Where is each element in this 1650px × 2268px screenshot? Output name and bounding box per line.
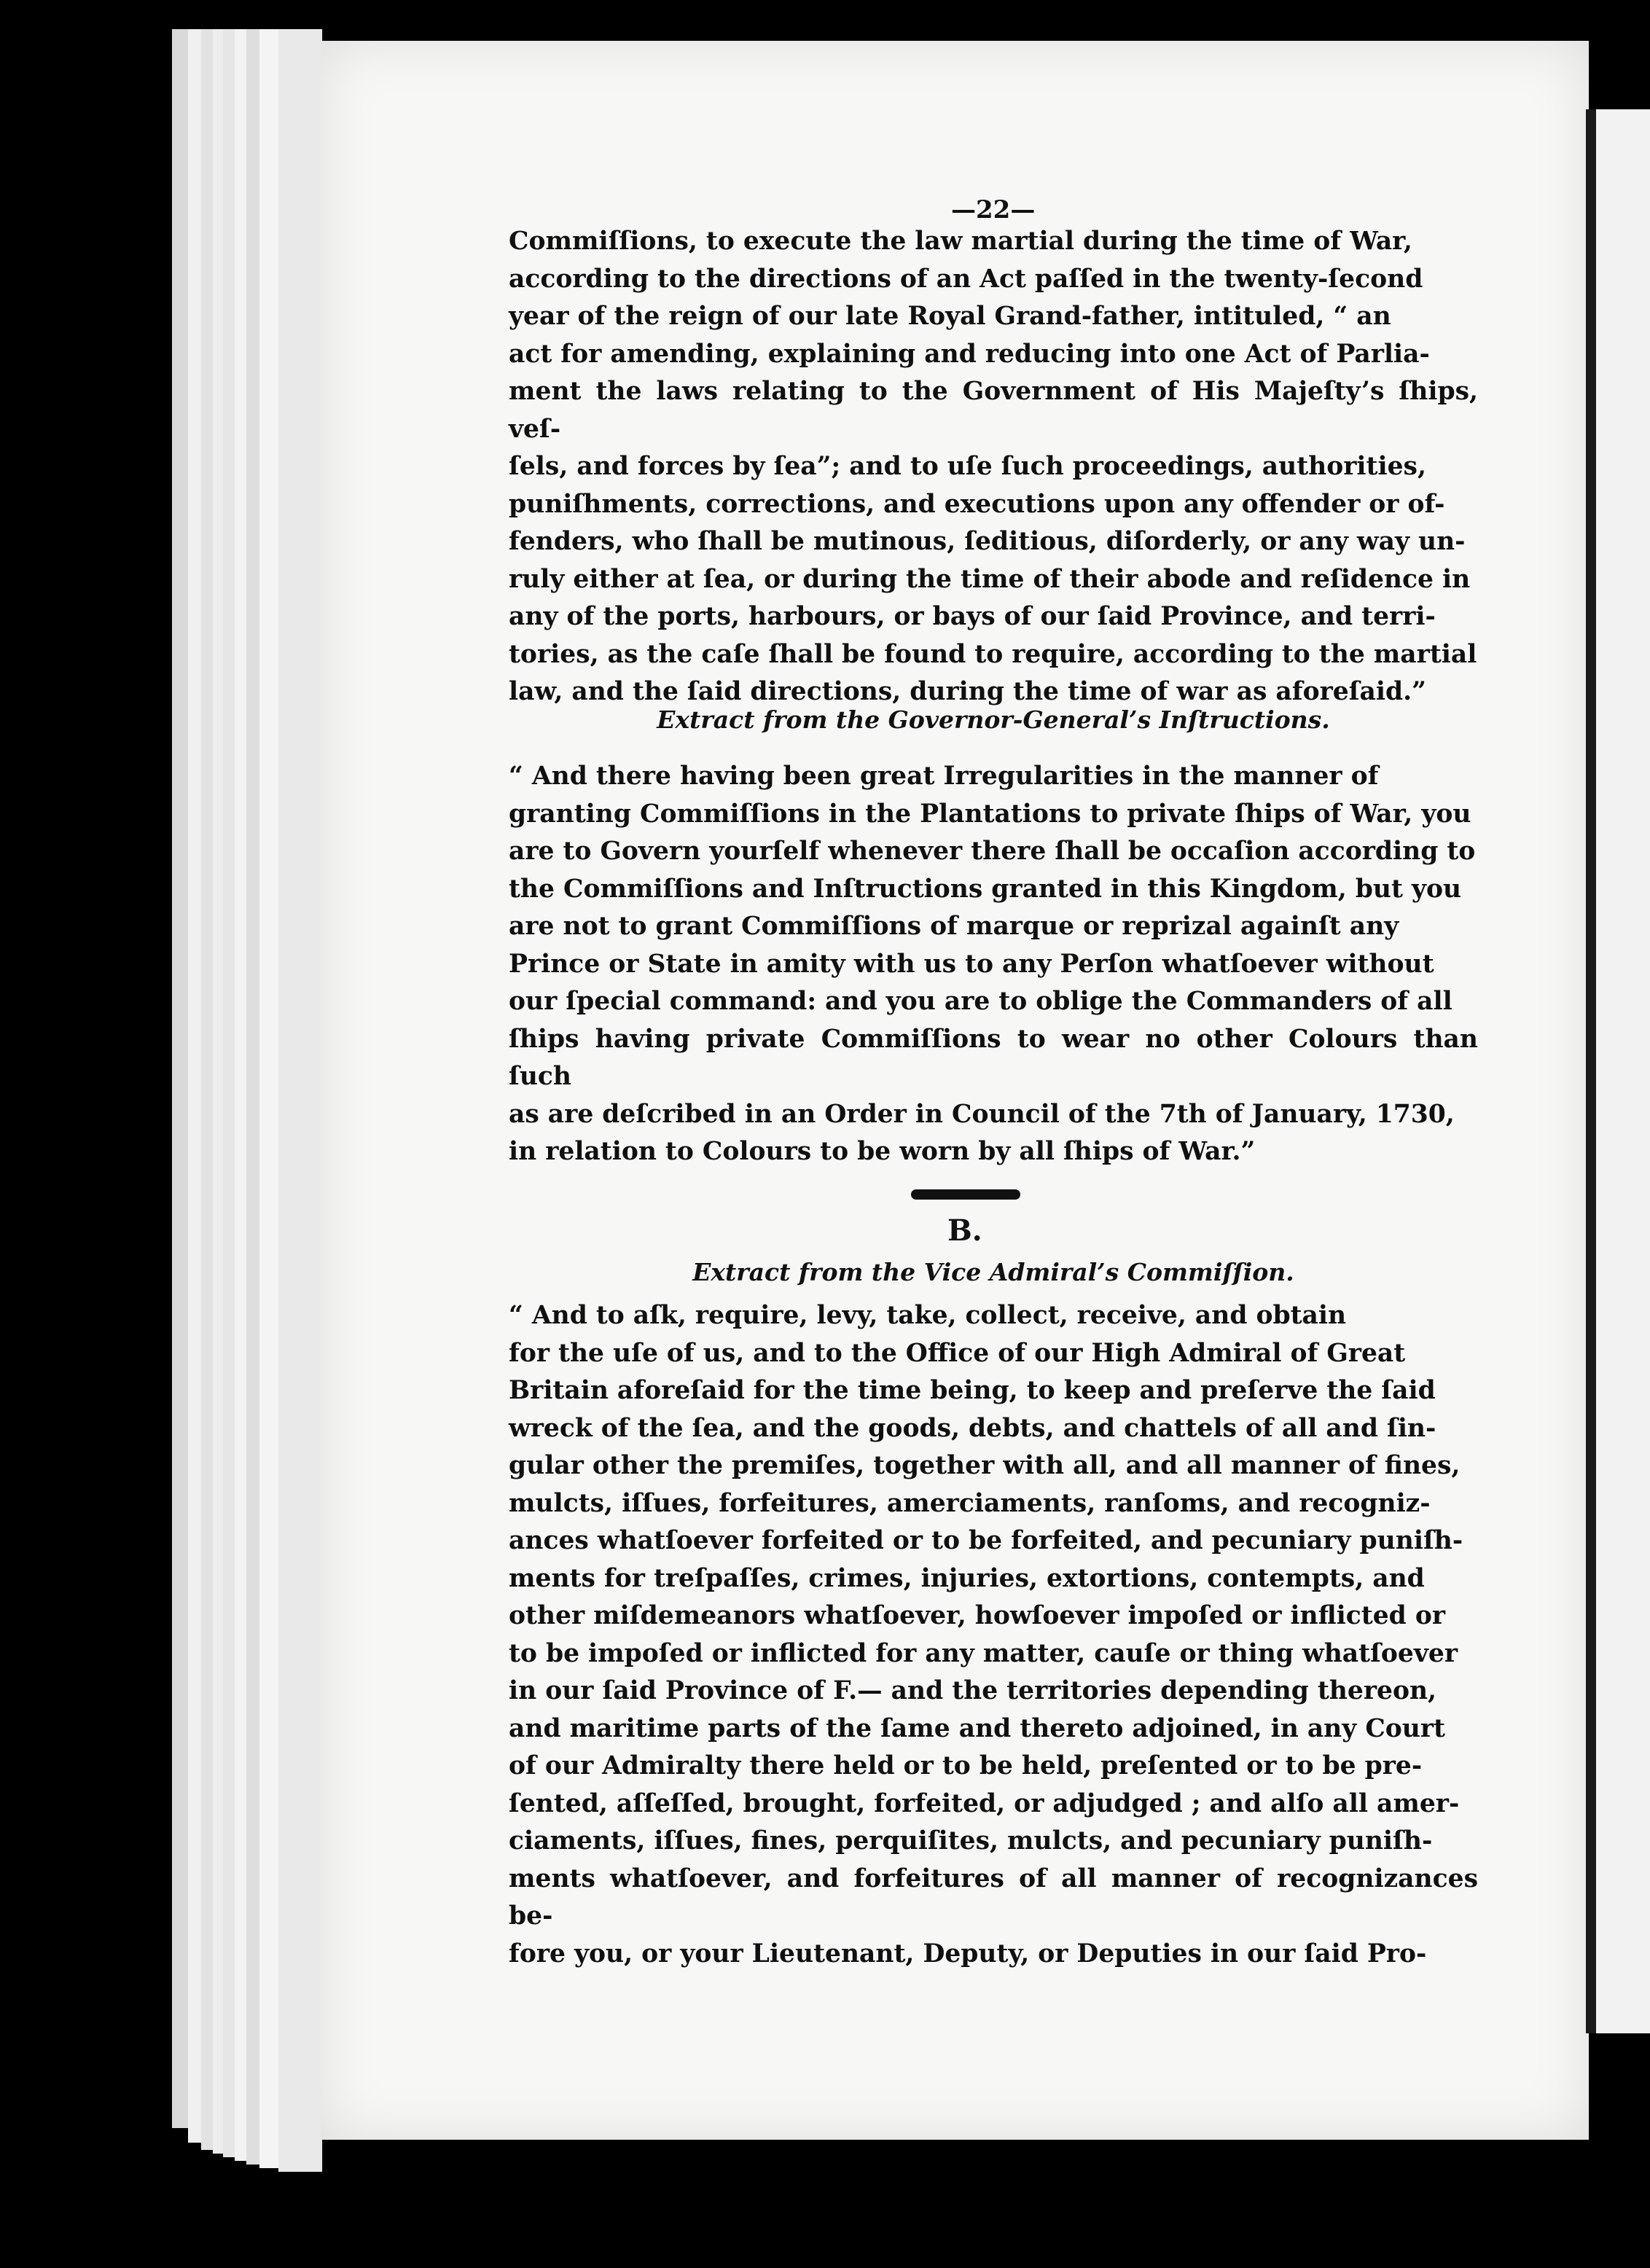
paragraph-instructions: “ And there having been great Irregularities in the manner of granting Commiſſions in the Plantations to private ſhips of War, you are to Govern yourſelf whenever there ſhall be occaſion according to the Commiſſions and Inſtructions granted in this Kingdom, but you are not to grant Commiſſions of marque or reprizal againſt any Prince or State in amity with us to any Perſon whatſoever without our ſpecial command: and you are to oblige the Commanders of all ſhips having private Commiſſions to wear no other Colours than ſuch as are deſcribed in an Order in Council of the 7th of January, 1730, in relation to Colours to be worn by all ſhips of War.”: [509, 762, 1478, 1166]
heading-vice-admiral-commission: Extract from the Vice Admiral’s Commiſſion.: [692, 1258, 1294, 1286]
facing-page-edge: [1586, 109, 1596, 2033]
page-number: —22—: [951, 195, 1036, 224]
paragraph-commission: “ And to aſk, require, levy, take, collect, receive, and obtain for the uſe of us, and to the Office of our High Admiral of Great Britain aforeſaid for the time being, to keep and preſerve the ſaid wreck of the ſea, and the goods, debts, and chattels of all and ſin- gular other the premiſes, together with all, and all manner of fines, mulcts, iſſues, forfeitures, amerciaments, ranſoms, and recogniz- ances whatſoever forfeited or to be forfeited, and pecuniary puniſh- ments for treſpaſſes, crimes, injuries, extortions, contempts, and other miſdemeanors whatſoever, howſoever impoſed or inflicted or to be impoſed or inflicted for any matter, cauſe or thing whatſoever in our ſaid Province of F.— and the territories depending thereon, and maritime parts of the ſame and thereto adjoined, in any Court of our Admiralty there held or to be held, preſented or to be pre- ſented, aſſeſſed, brought, forfeited, or adjudged ; and alſo all amer- ciaments, iſſues, fines, perquiſites, mulcts, and pecuniary puniſh- ments whatſoever, and forfeitures of all manner of recognizances be- fore you, or your Lieutenant, Deputy, or Deputies in our ſaid Pro-: [509, 1301, 1478, 1968]
facing-page: [1596, 109, 1650, 2033]
page-edge: [278, 29, 324, 2172]
paragraph-commissions: Commiſſions, to execute the law martial during the time of War, according to the directions of an Act paſſed in the twenty-ſecond year of the reign of our late Royal Grand-father, intituled, “ an act for amending, explaining and reducing into one Act of Parlia- ment the laws relating to the Government of His Majeſty’s ſhips, veſ- ſels, and forces by ſea”; and to uſe ſuch proceedings, authorities, puniſhments, corrections, and executions upon any offender or of- fenders, who ſhall be mutinous, ſeditious, diſorderly, or any way un- ruly either at ſea, or during the time of their abode and reſidence in any of the ports, harbours, or bays of our ſaid Province, and terri- tories, as the caſe ſhall be found to require, according to the martial law, and the ſaid directions, during the time of war as aforeſaid.”: [509, 227, 1478, 706]
section-divider: [911, 1189, 1020, 1200]
heading-governor-instructions: Extract from the Governor-General’s Inſtructions.: [657, 705, 1330, 734]
section-letter: B.: [947, 1213, 982, 1248]
